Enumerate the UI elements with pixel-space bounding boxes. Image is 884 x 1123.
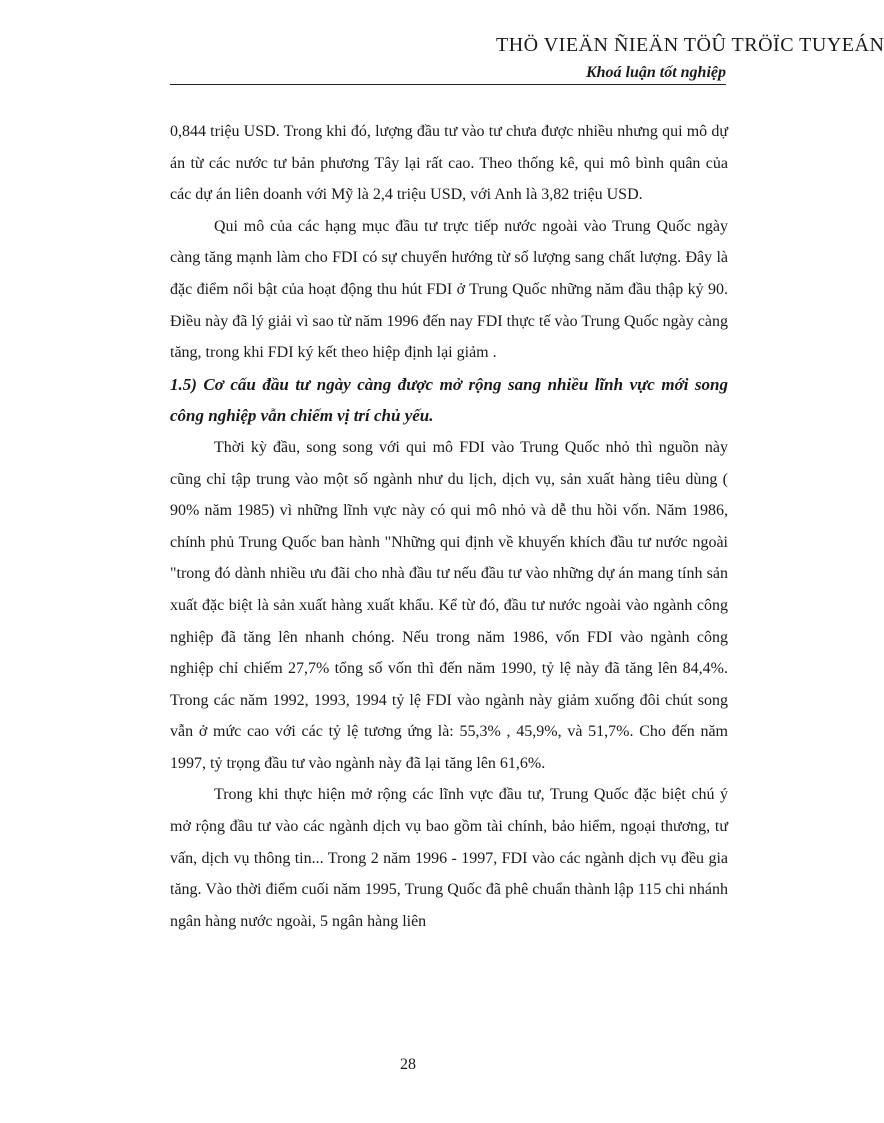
section-heading-1-5: 1.5) Cơ cấu đầu tư ngày càng được mở rộng sang nhiều lĩnh vực mới song công nghiệp vẫn chiếm vị trí chủ yếu. <box>170 374 728 426</box>
thesis-subtitle: Khoá luận tốt nghiệp <box>585 64 726 81</box>
paragraph-4: Trong khi thực hiện mở rộng các lĩnh vực đầu tư, Trung Quốc đặc biệt chú ý mở rộng đầu tư vào các ngành dịch vụ bao gồm tài chính, bảo hiểm, ngoại thương, tư vấn, dịch vụ thông tin... Trong 2 năm 1996 - 1997, FDI vào các ngành dịch vụ đều gia tăng. Vào thời điểm cuối năm 1995, Trung Quốc đã phê chuẩn thành lập 115 chi nhánh ngân hàng nước ngoài, 5 ngân hàng liên <box>170 786 728 930</box>
page-number: 28 <box>400 1056 416 1073</box>
paragraph-3: Thời kỳ đầu, song song với qui mô FDI vào Trung Quốc nhỏ thì nguồn này cũng chỉ tập trung vào một số ngành như du lịch, dịch vụ, sản xuất hàng tiêu dùng ( 90% năm 1985) vì những lĩnh vực này có qui mô nhỏ và dễ thu hồi vốn. Năm 1986, chính phủ Trung Quốc ban hành "Những qui định về khuyến khích đầu tư nước ngoài "trong đó dành nhiều ưu đãi cho nhà đầu tư nếu đầu tư vào những dự án mang tính sản xuất đặc biệt là sản xuất hàng xuất khẩu. Kể từ đó, đầu tư nước ngoài vào ngành công nghiệp đã tăng lên nhanh chóng. Nếu trong năm 1986, vốn FDI vào ngành công nghiệp chỉ chiếm 27,7% tổng số vốn thì đến năm 1990, tỷ lệ này đã tăng lên 84,4%. Trong các năm 1992, 1993, 1994 tỷ lệ FDI vào ngành này giảm xuống đôi chút song vẫn ở mức cao với các tỷ lệ tương ứng là: 55,3% , 45,9%, và 51,7%. Cho đến năm 1997, tỷ trọng đầu tư vào ngành này đã lại tăng lên 61,6%. <box>170 438 728 772</box>
library-header-title: THÖ VIEÄN ÑIEÄN TÖÛ TRÖÏC TUYEÁN <box>496 34 884 56</box>
paragraph-1: 0,844 triệu USD. Trong khi đó, lượng đầu tư vào tư chưa được nhiều nhưng qui mô dự án từ các nước tư bản phương Tây lại rất cao. Theo thống kê, qui mô bình quân của các dự án liên doanh với Mỹ là 2,4 triệu USD, với Anh là 3,82 triệu USD. <box>170 123 728 204</box>
page-body <box>170 116 728 937</box>
header-divider <box>170 84 726 85</box>
paragraph-2: Qui mô của các hạng mục đầu tư trực tiếp nước ngoài vào Trung Quốc ngày càng tăng mạnh làm cho FDI có sự chuyển hướng từ số lượng sang chất lượng. Đây là đặc điểm nổi bật của hoạt động thu hút FDI ở Trung Quốc những năm đầu thập kỷ 90. Điều này đã lý giải vì sao từ năm 1996 đến nay FDI thực tế vào Trung Quốc ngày càng tăng, trong khi FDI ký kết theo hiệp định lại giảm . <box>170 217 728 362</box>
